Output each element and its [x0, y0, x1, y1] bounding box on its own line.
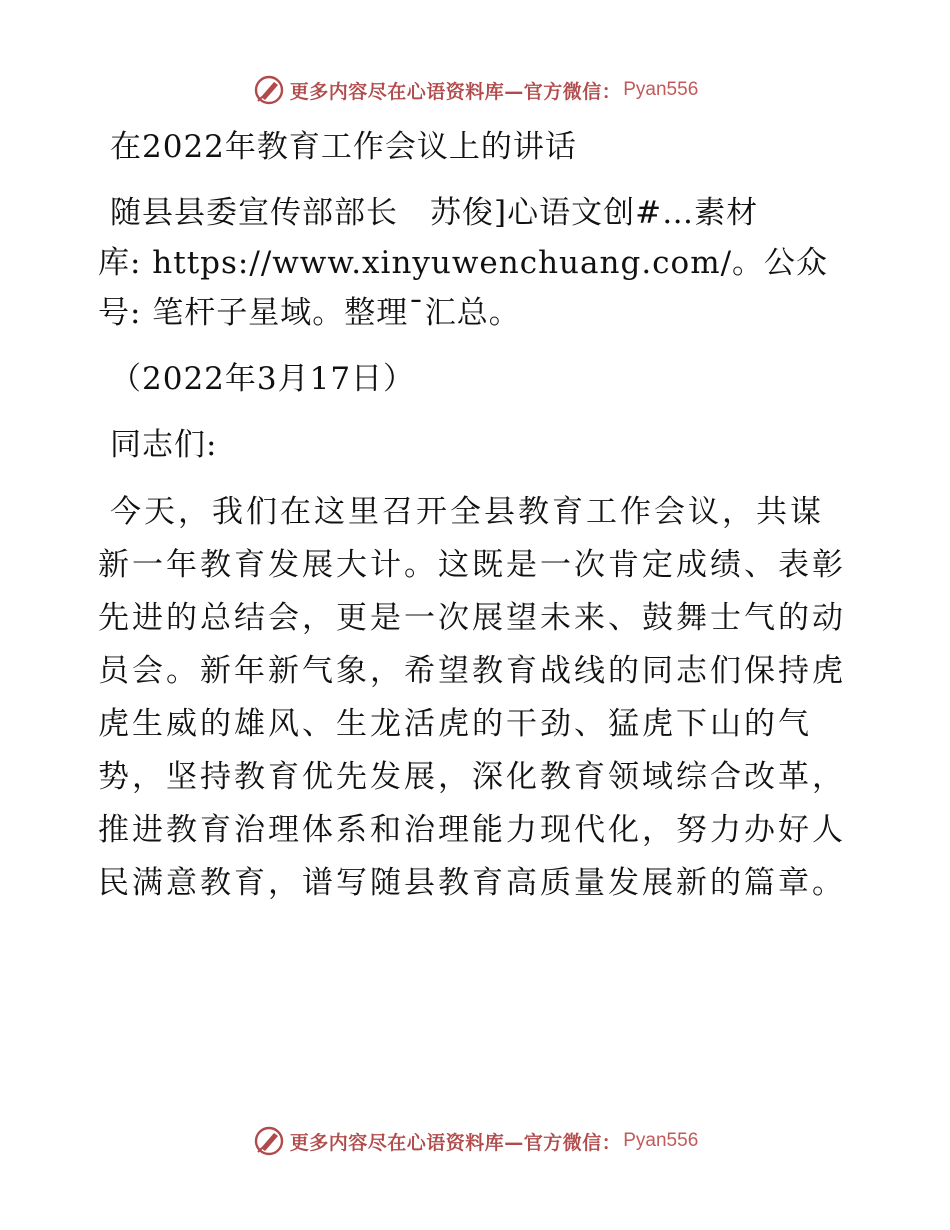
- byline-line: 库: https://www.xinyuwenchuang.com/。公众: [98, 245, 829, 281]
- pen-logo-icon: [252, 1124, 286, 1158]
- pen-logo-icon: [252, 73, 286, 107]
- paragraph-line: 员会。新年新气象，希望教育战线的同志们保持虎: [98, 653, 846, 689]
- byline-line: 随县县委宣传部部长 苏俊]心语文创#…素材: [110, 195, 759, 231]
- banner-account: Pyan556: [623, 79, 699, 100]
- footer-banner: [0, 1121, 950, 1161]
- byline: [98, 188, 858, 338]
- paragraph-line: 民满意教育，谱写随县教育高质量发展新的篇章。: [98, 865, 846, 901]
- banner-label: 更多内容尽在心语资料库—官方微信：: [289, 1131, 622, 1154]
- paragraph: [98, 486, 858, 910]
- byline-line: 号: 笔杆子星域。整理¯汇总。: [98, 295, 521, 331]
- header-banner: [0, 70, 950, 110]
- document-body: [98, 122, 858, 910]
- paragraph-line: 今天，我们在这里召开全县教育工作会议，共谋: [110, 494, 824, 530]
- paragraph-line: 先进的总结会，更是一次展望未来、鼓舞士气的动: [98, 600, 846, 636]
- banner-label: 更多内容尽在心语资料库—官方微信：: [289, 80, 622, 103]
- paragraph-line: 推进教育治理体系和治理能力现代化，努力办好人: [98, 812, 846, 848]
- banner-account: Pyan556: [623, 1130, 699, 1151]
- paragraph-line: 虎生威的雄风、生龙活虎的干劲、猛虎下山的气: [98, 706, 812, 742]
- paragraph-line: 新一年教育发展大计。这既是一次肯定成绩、表彰: [98, 547, 846, 583]
- document-date: （2022年3月17日）: [110, 361, 416, 397]
- document-title: 在2022年教育工作会议上的讲话: [110, 129, 577, 165]
- salutation: 同志们:: [110, 427, 218, 463]
- paragraph-line: 势，坚持教育优先发展，深化教育领域综合改革，: [98, 759, 846, 795]
